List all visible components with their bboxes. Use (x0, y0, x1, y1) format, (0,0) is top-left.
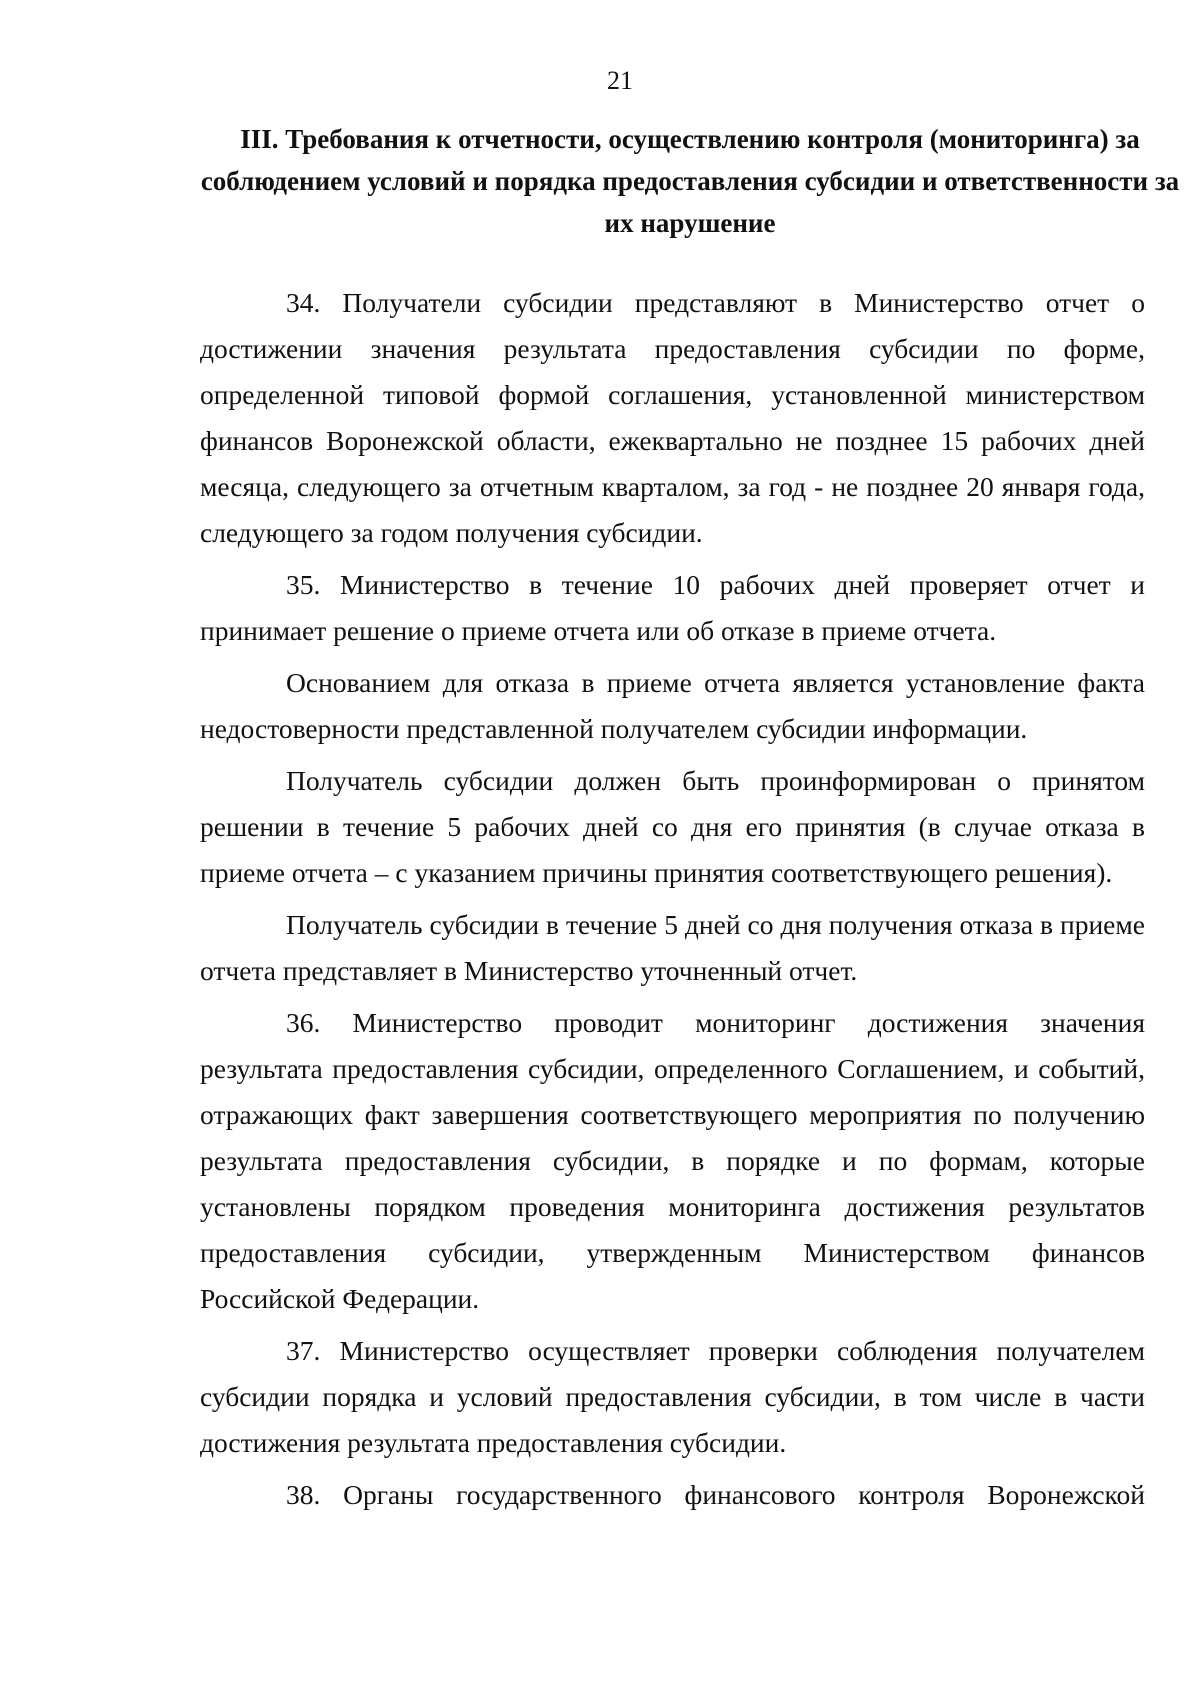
paragraph-37: 37. Министерство осуществляет проверки соблюдения получателем субсидии порядка и условий предоставления субсидии, в том числе в части достижения результата предоставления субсидии. (200, 1335, 1145, 1458)
page-number: 21 (607, 66, 633, 95)
paragraph-38: 38. Органы государственного финансового контроля Воронежской (286, 1479, 1145, 1510)
paragraph-36: 36. Министерство проводит мониторинг достижения значения результата предоставления субсидии, определенного Соглашением, и событий, отражающих факт завершения соответствующего мероприятия по получению результата предоставления субсидии, в порядке и по формам, которые установлены порядком проведения мониторинга достижения результатов предоставления субсидии, утвержденным Министерством финансов Российской Федерации. (200, 1007, 1145, 1314)
paragraph-refusal-grounds: Основанием для отказа в приеме отчета является установление факта недостоверности представленной получателем субсидии информации. (200, 667, 1145, 744)
paragraph-notification: Получатель субсидии должен быть проинформирован о принятом решении в течение 5 рабочих дней со дня его принятия (в случае отказа в приеме отчета – с указанием причины принятия соответствующего решения). (200, 765, 1145, 888)
paragraph-corrected-report: Получатель субсидии в течение 5 дней со дня получения отказа в приеме отчета представляет в Министерство уточненный отчет. (200, 909, 1145, 986)
document-body (200, 280, 1145, 1524)
paragraph-35: 35. Министерство в течение 10 рабочих дней проверяет отчет и принимает решение о приеме отчета или об отказе в приеме отчета. (200, 569, 1145, 646)
section-title: III. Требования к отчетности, осуществлению контроля (мониторинга) за соблюдением условий и порядка предоставления субсидии и ответственности за их нарушение (200, 124, 1180, 238)
paragraph-34: 34. Получатели субсидии представляют в Министерство отчет о достижении значения результата предоставления субсидии по форме, определенной типовой формой соглашения, установленной министерством финансов Воронежской области, ежеквартально не позднее 15 рабочих дней месяца, следующего за отчетным кварталом, за год - не позднее 20 января года, следующего за годом получения субсидии. (200, 287, 1145, 548)
